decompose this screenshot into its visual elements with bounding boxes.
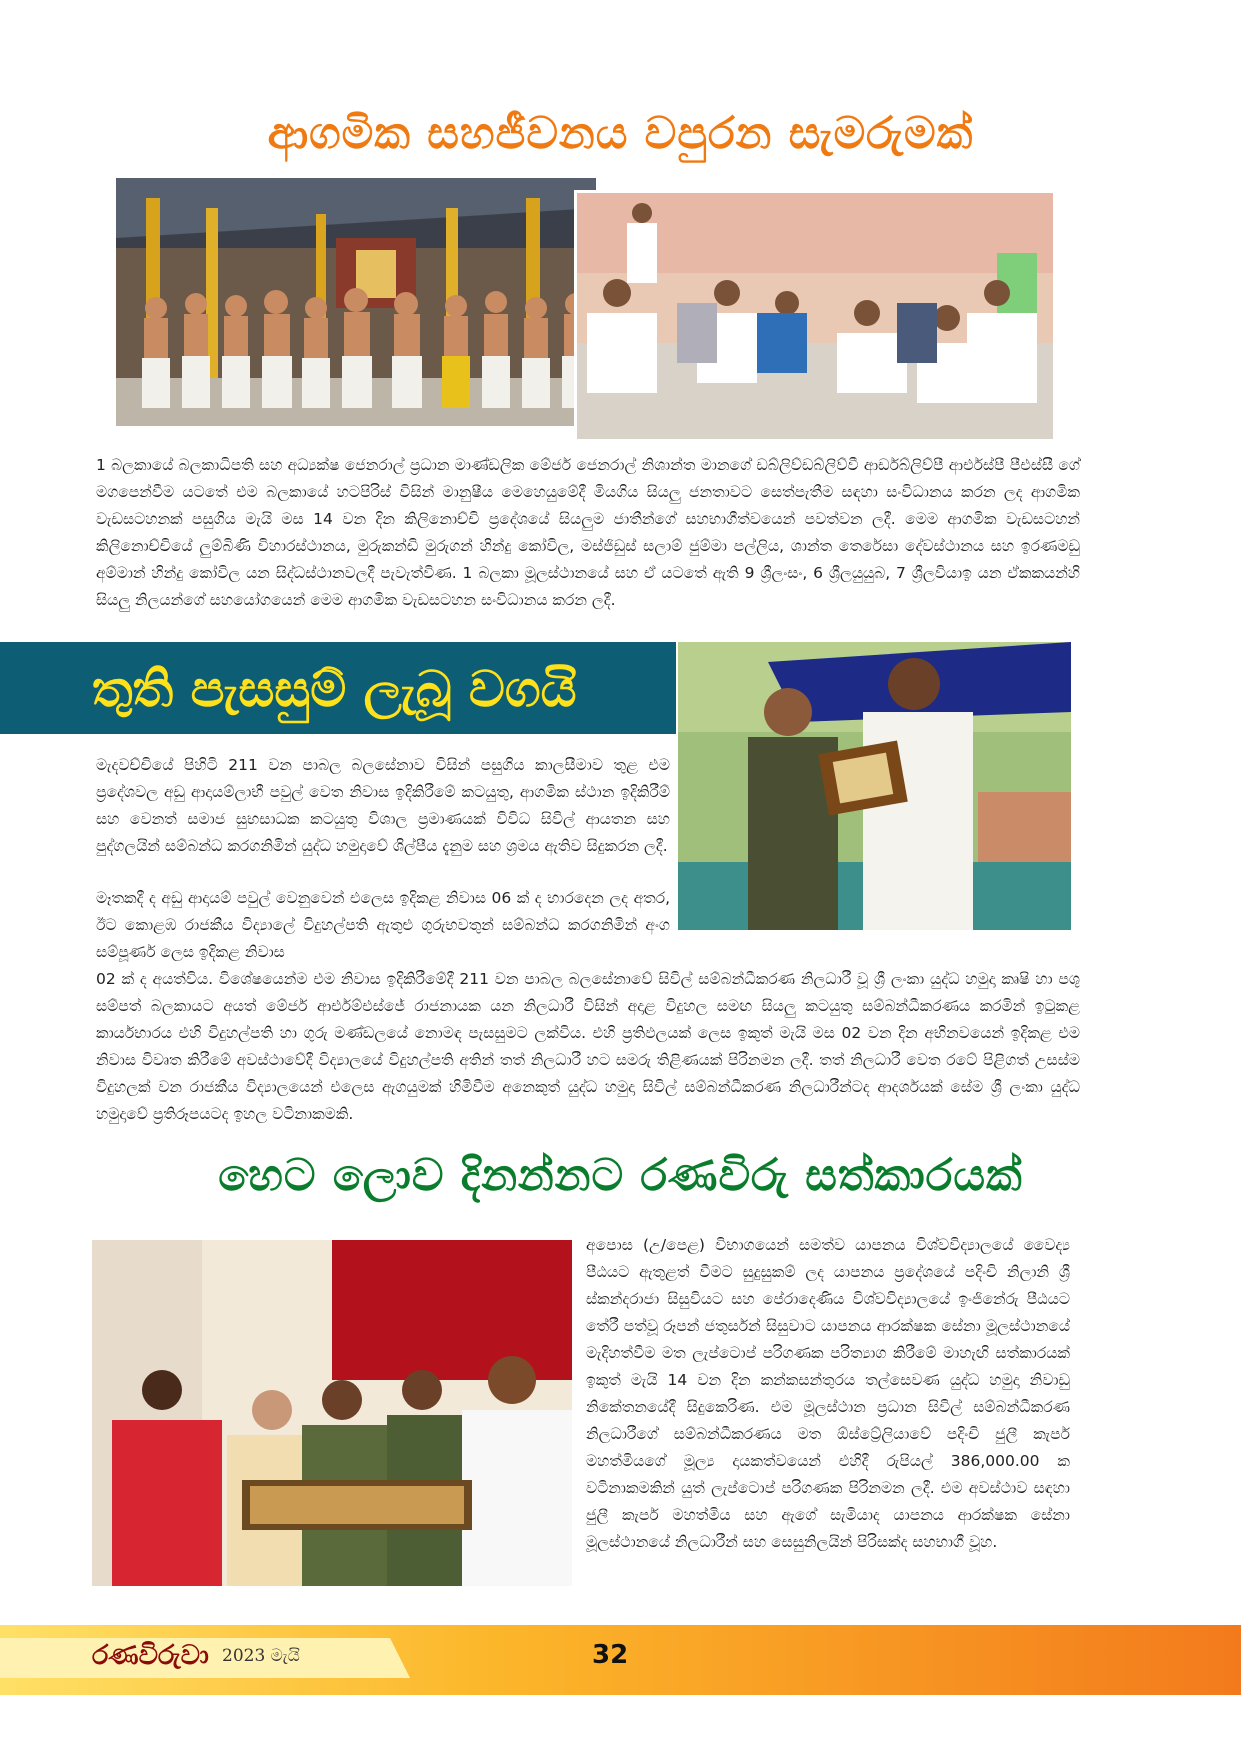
issue-date: 2023 මැයි: [222, 1646, 300, 1666]
page-number: 32: [592, 1640, 629, 1670]
plaque-presentation-photo: [678, 642, 1071, 930]
article2-title: තුති පැසසුම් ලැබූ වගයි: [92, 660, 577, 718]
article3-title: හෙට ලොව දිනන්නට රණවිරු සත්කාරයක්: [218, 1150, 1023, 1201]
magazine-brand: රණවිරුවා: [92, 1640, 209, 1671]
laptop-donation-photo: [92, 1240, 572, 1586]
article2-para1: මැදවච්චියේ පිහිටි 211 වන පාබල බලසේනාව විසින් පසුගිය කාලසීමාව තුළ එම ප්‍රදේශවල අඩු ආදායම්ලාභී පවුල් වෙත නිවාස ඉදිකිරීමේ කටයුතු, ආගමික ස්ථාන ඉදිකිරීම් සහ වෙනත් සමාජ සුභසාධක කටයුතු විශාල ප්‍රමාණයක් විවිධ සිවිල් ආයතන සහ පුද්ගලයින් සම්බන්ධ කරගනිමින් යුද්ධ හමුදාවේ ශිල්පීය දැනුම සහ ශ්‍රමය ඇතිව සිදුකරන ලදී.: [96, 756, 670, 855]
article1-body: 1 බලකායේ බලකාධිපති සහ අධ්‍යක්ෂ ජෙනරාල් ප්‍රධාන මාණ්ඩලික මේජර් ජෙනරාල් නිශාන්ත මානගේ ඩබ්ලිව්ඩබ්ලිව්වී ආර්ඩබ්ලිව්පී ආර්එස්පී පීඑස්සී ගේ මගපෙන්වීම යටතේ එම බලකායේ හටපිරිස් විසින් මානුෂීය මෙහෙයුමේදී මියගිය සියලු ජනතාවට සෙත්පැතීම සඳහා සංවිධානය කරන ලද ආගමික වැඩසටහනක් පසුගිය මැයි මස 14 වන දින කිලිනොච්චි ප්‍රදේශයේ සියලුම ජාතීන්ගේ සහභාගීත්වයෙන් පවත්වන ලදී. මෙම ආගමික වැඩසටහන් කිලිනොච්චියේ ලුම්බිණි විහාරස්ථානය, මුරුකන්ඩි මුරුගන් හින්දු කෝවිල, මස්ජිඩුස් සලාම් ජුම්මා පල්ලිය, ශාන්ත තෙරේසා දේවස්ථානය සහ ඉරණමඩු අම්මාන් හින්දු කෝවිල යන සිද්ධස්ථානවලදී පැවැත්විණ. 1 බලකා මූලස්ථානයේ සහ ඒ යටතේ ඇති 9 ශ්‍රීලංසං, 6 ශ්‍රීලයුයුබ, 7 ශ්‍රීලවියාඉ යන ඒකකයන්හි සියලු නිලයන්ගේ සහයෝගයෙන් මෙම ආගමික වැඩසටහන සංවිධානය කරන ලදී.: [96, 456, 1080, 609]
article2-para2-top: මෑතකදී ද අඩු ආදායම් පවුල් වෙනුවෙන් එලෙස ඉදිකළ නිවාස 06 ක් ද භාරදෙන ලද අතර, ඊට කොළඹ රාජකීය විද්‍යාලේ විදුහල්පති ඇතුළු ගුරුභවතුන් සම්බන්ධ කරගනිමින් අංග සම්පූර්ණ ලෙස ඉදිකළ නිවාස: [96, 889, 670, 961]
seated-gathering-photo: [574, 190, 1056, 442]
article3-body: අපොස (උ/පෙළ) විභාගයෙන් සමත්ව යාපනය විශ්වවිද්‍යාලයේ වෛද්‍ය පීඨයට ඇතුළත් වීමට සුදුසුකම් ලද යාපනය ප්‍රදේශයේ පදිංචි නිලානි ශ්‍රී ස්කන්දරාජා සිසුවියට සහ පේරාදෙණිය විශ්වවිද්‍යාලයේ ඉංජිනේරු පීඨයට තේරී පත්වූ රූපන් ජතුර්සන් සිසුවාට යාපනය ආරක්ෂක සේනා මූලස්ථානයේ මැදිහත්වීම මත ලැප්ටොප් පරිගණක පරිත්‍යාග කිරීමේ මාහැඟි සත්කාරයක් ඉකුත් මැයි 14 වන දින කන්කසන්තුරය තල්සෙවණ යුද්ධ හමුදා නිවාඩු නිකේතනයේදී සිදුකෙරිණ. එම මූලස්ථාන ප්‍රධාන සිවිල් සම්බන්ධීකරණ නිලධාරීගේ සම්බන්ධීකරණය මත ඕස්ට්‍රේලියාවේ පදිංචි ජුලී කැපර් මහත්මියගේ මූල්‍ය දායකත්වයෙන් එහිදී රුපියල් 386,000.00 ක වටිනාකමකින් යුත් ලැප්ටොප් පරිගණක පිරිනමන ලදී. එම අවස්ථාව සඳහා ජුලී කැපර් මහත්මිය සහ ඇගේ සැමියාද යාපනය ආරක්ෂක සේනා මූලස්ථානයේ නිලධාරීන් සහ සෙසුනිලයින් පිරිසක්ද සහභාගී වූහ.: [586, 1236, 1070, 1551]
article1-title: ආගමික සහජීවනය වපුරන සැමරුමක්: [267, 108, 974, 159]
temple-ceremony-photo: [116, 178, 596, 426]
article2-para2-full: 02 ක් ද අයත්විය. විශේෂයෙන්ම එම නිවාස ඉදිකිරීමේදී 211 වන පාබල බලසේනාවේ සිවිල් සම්බන්ධීකරණ නිලධාරී වූ ශ්‍රී ලංකා යුද්ධ හමුදා කෘෂි හා පශු සම්පත් බලකායට අයත් මේජර් ආර්එම්එස්ජේ රාජනායක යන නිලධාරී විසින් අදාළ විදුහල සමඟ සියලු කටයුතු සම්බන්ධීකරණය කරමින් ඉටුකළ කාර්යභාරය එහි විදුහල්පති හා ගුරු මණ්ඩලයේ නොමඳ පැසසුමට ලක්විය. එහි ප්‍රතිඵලයක් ලෙස ඉකුත් මැයි මස 02 වන දින අභිනවයෙන් ඉදිකළ එම නිවාස විවෘත කිරීමේ අවස්ථාවේදී විද්‍යාලයේ විදුහල්පති අතින් තත් නිලධාරී හට සමරු තිළිණයක් පිරිනමන ලදී. තත් නිලධාරී වෙත රටේ පිළිගත් උසස්ම විදුහලක් වන රාජකීය විද්‍යාලයෙන් එලෙස ඇගයුමක් හිමිවීම අනෙකුත් යුද්ධ හමුදා සිවිල් සම්බන්ධීකරණ නිලධාරීන්ටද ආදර්ශයක් සේම ශ්‍රී ලංකා යුද්ධ හමුදාවේ ප්‍රතිරූපයටද ඉහල වටිනාකමකි.: [96, 970, 1080, 1123]
